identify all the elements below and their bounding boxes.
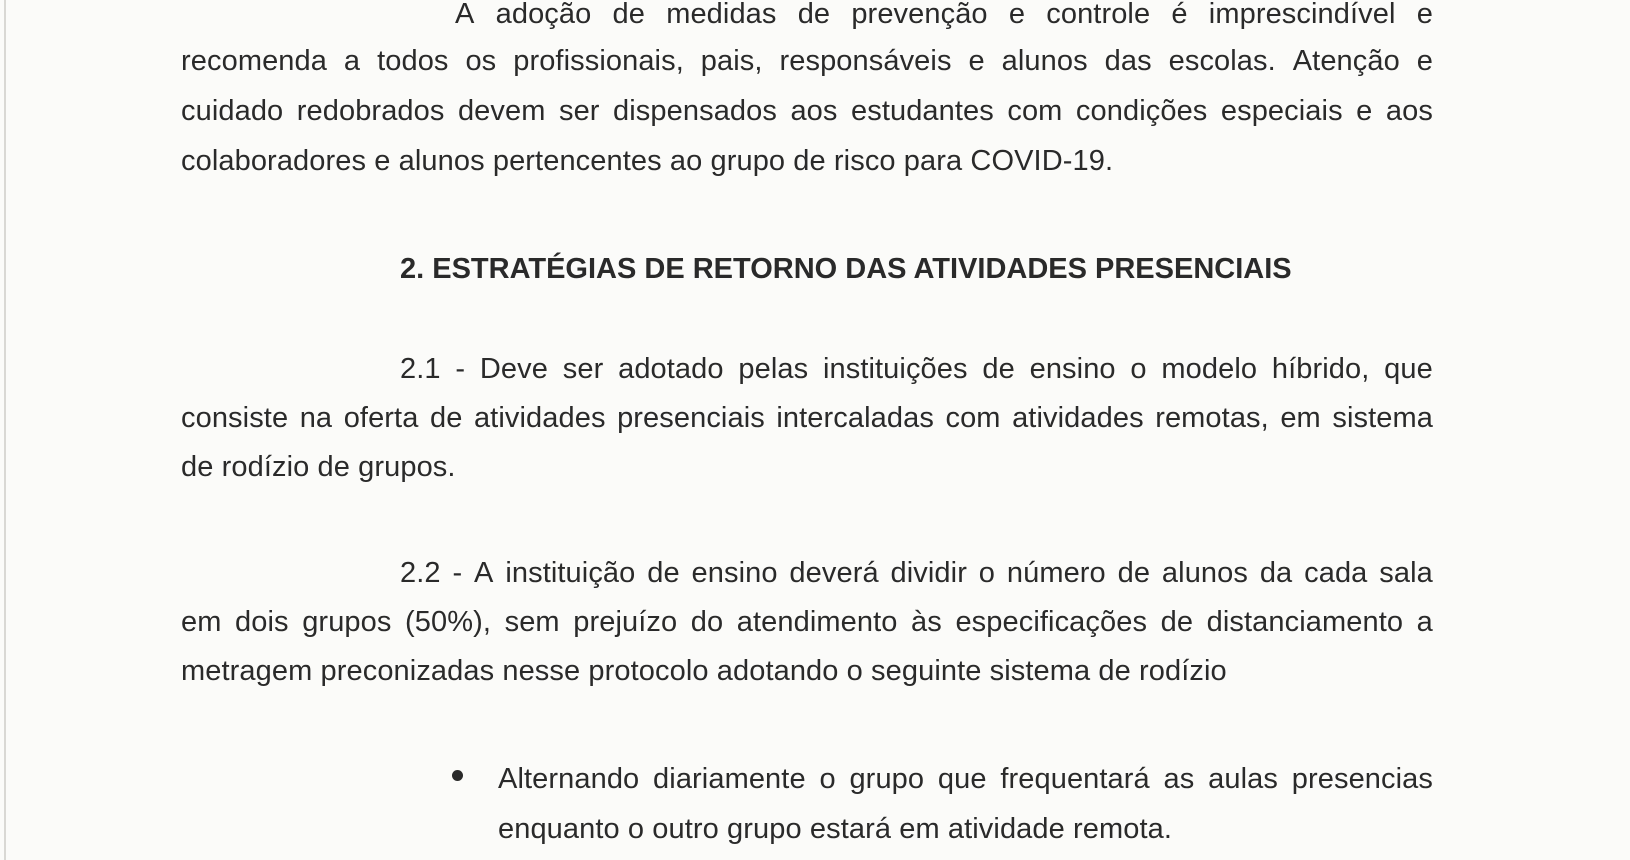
word: cada bbox=[1304, 557, 1368, 589]
word: presenciais bbox=[617, 402, 765, 434]
word: imprescindível bbox=[1208, 0, 1396, 30]
word: de bbox=[982, 353, 1015, 385]
word: de bbox=[429, 402, 463, 434]
word: dividir bbox=[890, 557, 967, 589]
word: A bbox=[455, 0, 475, 30]
word: ensino bbox=[691, 557, 778, 589]
word: o bbox=[819, 763, 836, 795]
word: e bbox=[968, 45, 985, 77]
item-2-1-line-3: de rodízio de grupos. bbox=[181, 451, 456, 483]
word: adotado bbox=[618, 353, 724, 385]
word: Alternando bbox=[498, 763, 640, 795]
word: medidas bbox=[666, 0, 777, 30]
word: com bbox=[1007, 95, 1063, 127]
intro-line-1 bbox=[455, 0, 1433, 31]
word: atividades bbox=[473, 402, 606, 434]
word: o bbox=[1130, 353, 1147, 385]
word: devem bbox=[457, 95, 546, 127]
intro-line-2 bbox=[181, 44, 1433, 78]
word: escolas. bbox=[1168, 45, 1276, 77]
word: na bbox=[299, 402, 333, 434]
word: cuidado bbox=[181, 95, 284, 127]
word: atividades bbox=[1012, 402, 1144, 434]
word: alunos bbox=[1001, 45, 1088, 77]
word: e bbox=[1356, 95, 1373, 127]
item-2-2-line-1 bbox=[400, 556, 1433, 590]
word: redobrados bbox=[296, 95, 445, 127]
word: os bbox=[465, 45, 497, 77]
word: híbrido, bbox=[1271, 353, 1370, 385]
word: das bbox=[1104, 45, 1152, 77]
word: prejuízo bbox=[573, 606, 678, 638]
word: e bbox=[1008, 0, 1026, 30]
word: de bbox=[612, 0, 646, 30]
word: que bbox=[1384, 353, 1433, 385]
word: consiste bbox=[181, 402, 289, 434]
bullet-icon bbox=[452, 770, 463, 781]
word: modelo bbox=[1161, 353, 1258, 385]
word: a bbox=[1416, 606, 1433, 638]
word: - bbox=[455, 353, 466, 385]
word: A bbox=[474, 557, 494, 589]
word: intercaladas bbox=[776, 402, 934, 434]
word: estudantes bbox=[850, 95, 994, 127]
word: instituições bbox=[822, 353, 968, 385]
word: responsáveis bbox=[779, 45, 952, 77]
word: grupo bbox=[849, 763, 925, 795]
bullet-1-line-2: enquanto o outro grupo estará em atividade remota. bbox=[498, 813, 1173, 845]
word: frequentará bbox=[1000, 763, 1150, 795]
word: especificações bbox=[955, 606, 1148, 638]
word: de bbox=[647, 557, 680, 589]
word: é bbox=[1171, 0, 1188, 30]
word: de bbox=[1117, 557, 1151, 589]
word: ser bbox=[562, 353, 604, 385]
word: ser bbox=[558, 95, 600, 127]
section-heading: 2. ESTRATÉGIAS DE RETORNO DAS ATIVIDADES PRESENCIAIS bbox=[400, 253, 1292, 285]
word: em bbox=[181, 606, 222, 638]
word: número bbox=[1006, 557, 1106, 589]
word: Deve bbox=[479, 353, 548, 385]
word: aos bbox=[790, 95, 838, 127]
word: a bbox=[343, 45, 361, 77]
word: diariamente bbox=[653, 763, 806, 795]
word: e bbox=[1416, 45, 1433, 77]
word: ensino bbox=[1029, 353, 1116, 385]
word: aos bbox=[1385, 95, 1433, 127]
word: distanciamento bbox=[1206, 606, 1404, 638]
word: recomenda bbox=[181, 45, 327, 77]
word: com bbox=[945, 402, 1001, 434]
item-2-2-line-3: metragem preconizadas nesse protocolo adotando o seguinte sistema de rodízio bbox=[181, 655, 1227, 687]
word: dois bbox=[235, 606, 289, 638]
word: Atenção bbox=[1292, 45, 1400, 77]
word: sem bbox=[504, 606, 560, 638]
word: o bbox=[978, 557, 996, 589]
word: prevenção bbox=[851, 0, 988, 30]
word: do bbox=[690, 606, 724, 638]
word: aulas bbox=[1208, 763, 1278, 795]
word: todos bbox=[377, 45, 449, 77]
word: de bbox=[1160, 606, 1194, 638]
item-2-1-line-1 bbox=[400, 352, 1433, 386]
word: sistema bbox=[1332, 402, 1433, 434]
word: de bbox=[797, 0, 831, 30]
word: e bbox=[1416, 0, 1433, 30]
word: remotas, bbox=[1155, 402, 1269, 434]
bullet-1-line-1 bbox=[498, 762, 1433, 796]
word: instituição bbox=[505, 557, 636, 589]
word: as bbox=[1163, 763, 1195, 795]
word: atendimento bbox=[736, 606, 898, 638]
intro-line-4: colaboradores e alunos pertencentes ao grupo de risco para COVID-19. bbox=[181, 145, 1114, 177]
word: que bbox=[937, 763, 987, 795]
word: sala bbox=[1379, 557, 1433, 589]
word: em bbox=[1280, 402, 1321, 434]
word: adoção bbox=[495, 0, 592, 30]
word: alunos bbox=[1161, 557, 1248, 589]
word: controle bbox=[1046, 0, 1151, 30]
word: 2.1 bbox=[400, 353, 441, 385]
word: dispensados bbox=[613, 95, 777, 127]
word: - bbox=[452, 557, 463, 589]
word: presencias bbox=[1291, 763, 1433, 795]
word: profissionais, bbox=[513, 45, 684, 77]
word: da bbox=[1259, 557, 1293, 589]
page-edge bbox=[4, 0, 6, 860]
word: especiais bbox=[1220, 95, 1343, 127]
intro-line-3 bbox=[181, 94, 1433, 128]
word: condições bbox=[1075, 95, 1208, 127]
word: pelas bbox=[738, 353, 809, 385]
word: deverá bbox=[789, 557, 879, 589]
word: pais, bbox=[700, 45, 763, 77]
word: oferta bbox=[343, 402, 419, 434]
item-2-2-line-2 bbox=[181, 605, 1433, 639]
item-2-1-line-2 bbox=[181, 401, 1433, 435]
word: 2.2 bbox=[400, 557, 441, 589]
word: grupos bbox=[302, 606, 392, 638]
word: (50%), bbox=[405, 606, 492, 638]
word: às bbox=[911, 606, 942, 638]
